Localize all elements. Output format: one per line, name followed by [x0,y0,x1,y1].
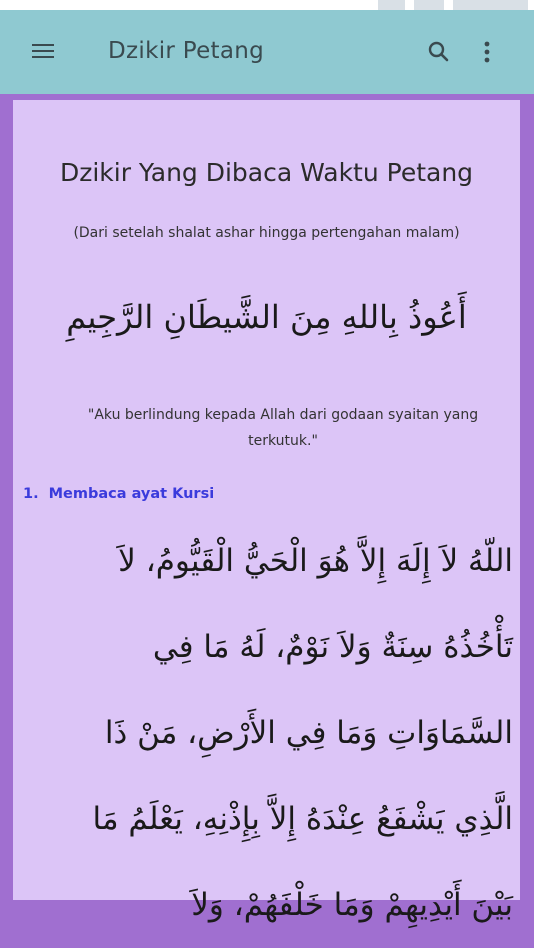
page-subheading: (Dari setelah shalat ashar hingga pertengahan malam) [73,225,460,241]
arabic-line: اللّهُ لاَ إِلَهَ إِلاَّ هُوَ الْحَيُّ الْقَيُّومُ، لاَ [118,543,513,579]
section-item-ayat-kursi[interactable] [23,486,214,502]
taawudz-arabic-text: أَعُوذُ بِاللهِ مِنَ الشَّيطَانِ الرَّجِيمِ [66,298,467,336]
search-icon [424,37,454,67]
taawudz-translation: "Aku berlindung kepada Allah dari godaan syaitan yang terkutuk." [87,407,479,449]
status-bar-icons [378,0,528,10]
menu-icon [32,43,54,59]
arabic-line: السَّمَاوَاتِ وَمَا فِي الأَرْضِ، مَنْ ذَا [104,715,513,751]
app-bar [0,10,534,94]
content-card [13,100,520,923]
arabic-line: تَأْخُذُهُ سِنَةٌ وَلاَ نَوْمٌ، لَهُ مَا فِي [152,629,513,665]
search-button[interactable] [424,37,454,67]
app-title: Dzikir Petang [108,38,265,64]
section-number: 1. [23,486,39,502]
page-heading: Dzikir Yang Dibaca Waktu Petang [59,158,474,187]
arabic-line: الَّذِي يَشْفَعُ عِنْدَهُ إِلاَّ بِإِذْنِهِ، يَعْلَمُ مَا [92,801,513,837]
ayat-kursi-arabic-text [23,518,513,948]
status-bar [0,0,534,10]
more-options-button[interactable] [472,37,502,67]
menu-button[interactable] [26,38,60,64]
arabic-line: بَيْنَ أَيْدِيهِمْ وَمَا خَلْفَهُمْ، وَلاَ [191,887,513,923]
section-title: Membaca ayat Kursi [48,486,215,502]
more-vert-icon [472,37,502,67]
